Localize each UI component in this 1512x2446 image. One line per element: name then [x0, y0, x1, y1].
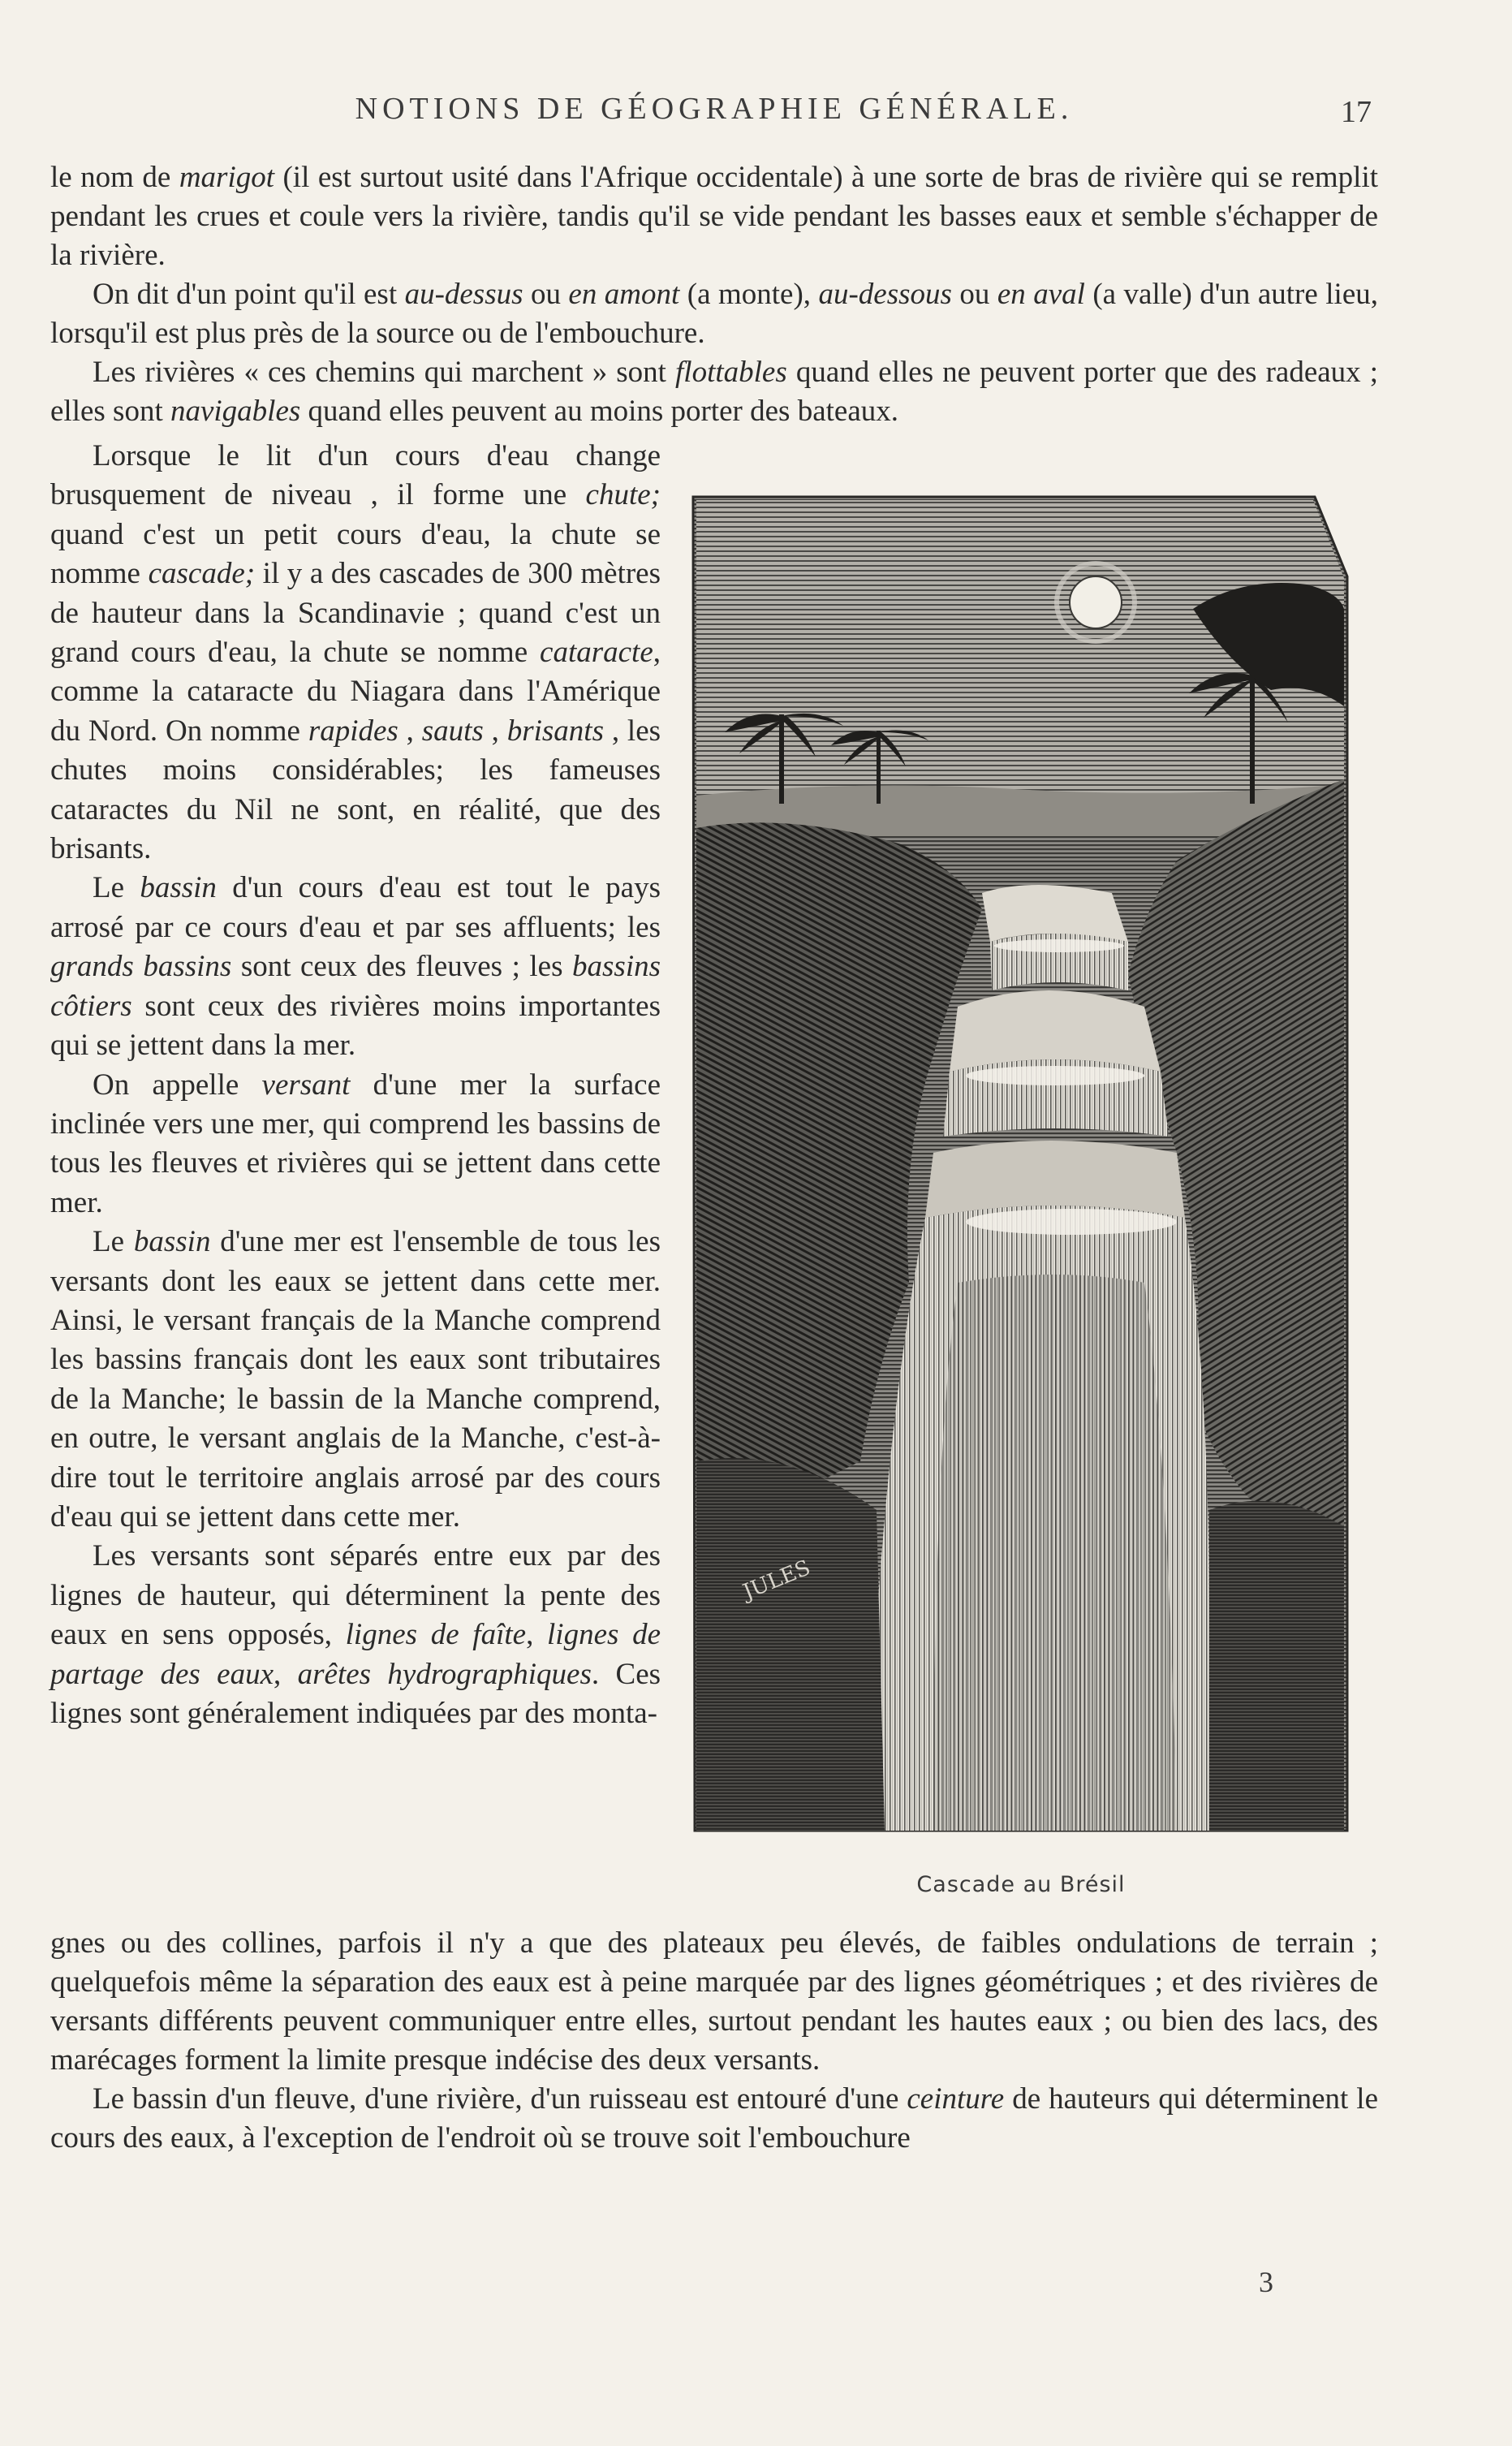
left-column-text: [50, 437, 661, 1733]
text-run: ,: [526, 1618, 548, 1652]
paragraph: [50, 1537, 661, 1733]
italic-term: sauts: [421, 714, 484, 748]
paragraph: [50, 1066, 661, 1223]
italic-term: lignes de partage des eaux: [50, 1618, 661, 1691]
waterfall-engraving: [690, 487, 1352, 1843]
text-run: ,: [398, 714, 422, 748]
text-run: sont ceux des fleuves ; les: [231, 950, 573, 984]
italic-term: ceinture: [907, 2082, 1005, 2116]
text-run: Le: [93, 871, 140, 905]
italic-term: marigot: [179, 161, 275, 194]
italic-term: en aval: [997, 278, 1085, 311]
running-head: NOTIONS DE GÉOGRAPHIE GÉNÉRALE.: [355, 92, 1074, 126]
text-run: de hauteurs qui déterminent le cours des eaux, à l'exception de l'endroit où se trouve soit l'embouchure: [50, 2082, 1378, 2155]
italic-term: bassin: [140, 871, 217, 905]
paragraph: [50, 2080, 1378, 2158]
bottom-text-block: [50, 1924, 1378, 2158]
text-run: On appelle: [93, 1068, 262, 1102]
text-run: (a monte),: [679, 278, 819, 311]
text-run: On dit d'un point qu'il est: [93, 278, 405, 311]
page-number: 17: [1341, 95, 1372, 129]
text-run: quand c'est un petit cours d'eau, la chute se nomme: [50, 517, 661, 591]
engraver-signature: JULES: [739, 1555, 814, 1605]
text-run: Le: [93, 1225, 134, 1259]
text-run: ou: [951, 278, 997, 311]
paragraph: [50, 275, 1378, 353]
paragraph: [50, 1223, 661, 1537]
text-run: ou: [523, 278, 569, 311]
italic-term: chute;: [585, 478, 661, 512]
italic-term: grands bassins: [50, 950, 232, 984]
italic-term: brisants: [506, 714, 604, 748]
engraving-illustration: [690, 487, 1352, 1843]
italic-term: en amont: [568, 278, 680, 311]
text-run: quand elles ne peuvent porter que des radeaux ; elles sont: [50, 356, 1378, 428]
text-run: . Ces lignes sont généralement indiquées par des monta-: [50, 1657, 661, 1730]
italic-term: lignes de faîte: [345, 1618, 527, 1652]
paragraph: [50, 1924, 1378, 2080]
paragraph: [50, 158, 1378, 275]
paragraph: [50, 353, 1378, 431]
text-run: le nom de: [50, 161, 179, 194]
text-run: d'un cours d'eau est tout le pays arrosé par ce cours d'eau et par ses affluents; les: [50, 871, 661, 944]
text-run: Le bassin d'un fleuve, d'une rivière, d'un ruisseau est entouré d'une: [93, 2082, 907, 2116]
text-run: Lorsque le lit d'un cours d'eau change brusquement de niveau , il forme une: [50, 439, 661, 512]
text-run: quand elles peuvent au moins porter des bateaux.: [300, 395, 898, 428]
text-run: ,: [274, 1657, 298, 1691]
italic-term: flottables: [675, 356, 787, 389]
text-run: d'une mer la surface inclinée vers une mer, qui comprend les bassins de tous les fleuves et rivières qui se jettent dans cette mer.: [50, 1068, 661, 1219]
italic-term: navigables: [170, 395, 301, 428]
text-run: , les chutes moins considérables; les fameuses cataractes du Nil ne sont, en réalité, que des brisants.: [50, 714, 661, 866]
paragraph: [50, 437, 661, 869]
italic-term: arêtes hydrographiques: [297, 1657, 592, 1691]
text-run: gnes ou des collines, parfois il n'y a que des plateaux peu élevés, de faibles ondulations de terrain ; quelquefois même la séparation des eaux est à peine marquée par des lignes géométriques ; et des rivières de versants différents peuvent communiquer entre elles, surtout pendant les hautes eaux ; ou bien des lacs, des marécages forment la limite presque indécise des deux versants.: [50, 1926, 1378, 2077]
italic-term: versant: [261, 1068, 351, 1102]
italic-term: cascade;: [148, 557, 256, 591]
text-run: , comme la cataracte du Niagara dans l'Amérique du Nord. On nomme: [50, 636, 661, 748]
paragraph: [50, 869, 661, 1065]
italic-term: bassins côtiers: [50, 950, 661, 1023]
signature-mark: 3: [1259, 2266, 1273, 2298]
italic-term: rapides: [308, 714, 398, 748]
top-text-block: [50, 158, 1378, 431]
text-run: il y a des cascades de 300 mètres de hauteur dans la Scandinavie ; quand c'est un grand cours d'eau, la chute se nomme: [50, 557, 661, 670]
italic-term: au-dessous: [818, 278, 952, 311]
figure-caption: Cascade au Brésil: [916, 1872, 1126, 1897]
text-run: (il est surtout usité dans l'Afrique occidentale) à une sorte de bras de rivière qui se remplit pendant les crues et coule vers la rivière, tandis qu'il se vide pendant les basses eaux et semble s'échapper de la rivière.: [50, 161, 1379, 272]
text-run: sont ceux des rivières moins importantes qui se jettent dans la mer.: [50, 989, 661, 1063]
text-run: Les versants sont séparés entre eux par des lignes de hauteur, qui déterminent la pente des eaux en sens opposés,: [50, 1539, 661, 1652]
italic-term: bassin: [133, 1225, 211, 1259]
text-run: Les rivières « ces chemins qui marchent » sont: [93, 356, 676, 389]
text-run: ,: [483, 714, 507, 748]
italic-term: au-dessus: [404, 278, 523, 311]
text-run: d'une mer est l'ensemble de tous les versants dont les eaux se jettent dans cette mer. Ainsi, le versant français de la Manche comprend les bassins français dont les eaux sont tributaires de la Manche; le bassin de la Manche comprend, en outre, le versant anglais de la Manche, c'est-à-dire tout le territoire anglais arrosé par des cours d'eau qui se jettent dans cette mer.: [50, 1225, 661, 1534]
text-run: (a valle) d'un autre lieu, lorsqu'il est plus près de la source ou de l'embouchure.: [50, 278, 1378, 350]
italic-term: cataracte: [540, 636, 653, 670]
